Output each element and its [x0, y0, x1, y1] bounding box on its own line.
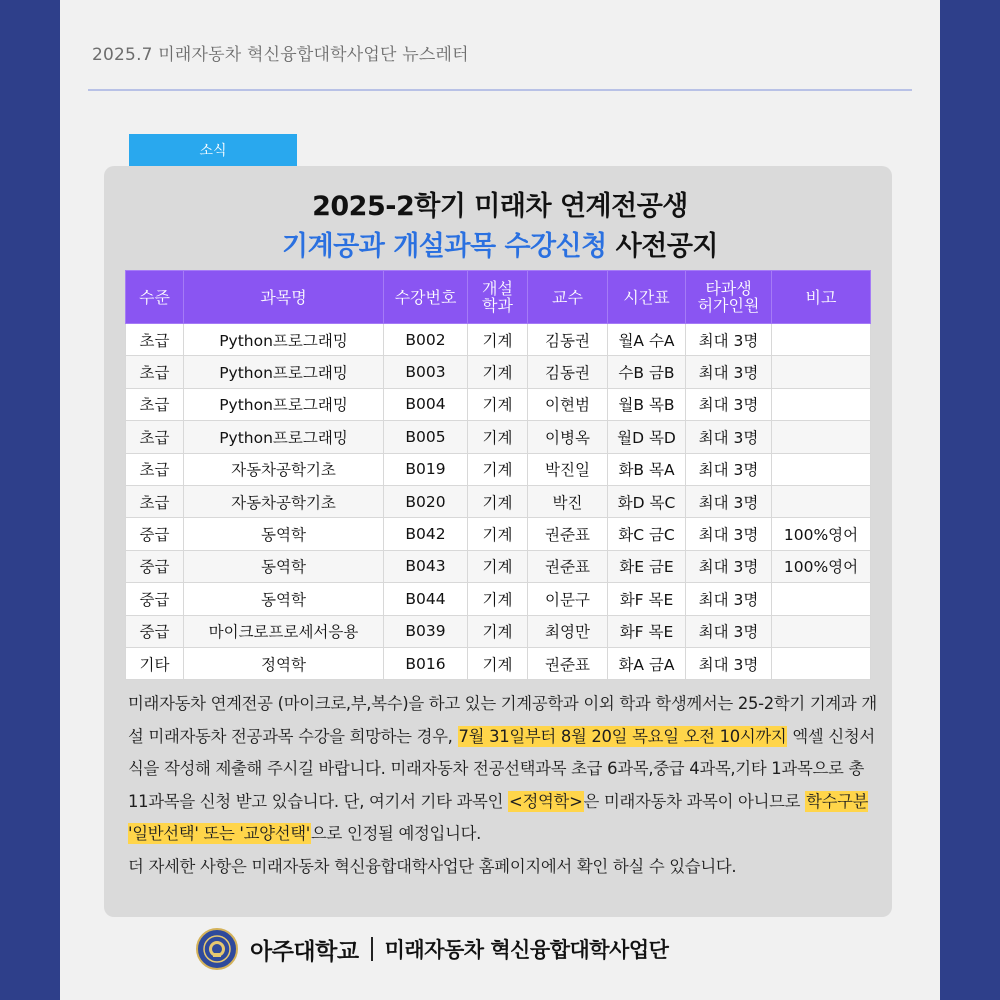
table-cell: B019: [384, 453, 468, 485]
table-header-cell: 비고: [772, 271, 871, 324]
table-cell: 동역학: [184, 550, 384, 582]
table-row: [126, 324, 871, 356]
course-table: [125, 270, 871, 680]
highlighted-date: 7월 31일부터 8월 20일 목요일 오전 10시까지: [458, 726, 787, 746]
table-cell: 자동차공학기초: [184, 485, 384, 517]
notice-paragraph-1: [128, 688, 878, 851]
header-divider: [88, 89, 912, 91]
table-cell: B020: [384, 485, 468, 517]
table-cell: 기계: [468, 550, 528, 582]
table-cell: [772, 421, 871, 453]
table-cell: 중급: [126, 518, 184, 550]
table-cell: B043: [384, 550, 468, 582]
table-body: [126, 324, 871, 680]
table-cell: B003: [384, 356, 468, 388]
table-cell: 월D 목D: [608, 421, 686, 453]
table-cell: 박진: [528, 485, 608, 517]
table-cell: [772, 324, 871, 356]
table-header-cell: 교수: [528, 271, 608, 324]
table-row: [126, 647, 871, 679]
notice-text: 으로 인정될 예정입니다.: [310, 824, 482, 844]
notice-paragraph-2: 더 자세한 사항은 미래자동차 혁신융합대학사업단 홈페이지에서 확인 하실 수 있습니다.: [128, 856, 737, 876]
notice-title-line1: 2025-2학기 미래차 연계전공생: [312, 191, 688, 222]
table-cell: 중급: [126, 615, 184, 647]
table-cell: 기계: [468, 421, 528, 453]
table-cell: Python프로그래밍: [184, 324, 384, 356]
notice-title-line2: [0, 224, 1000, 263]
table-cell: [772, 388, 871, 420]
category-tag: 소식: [129, 134, 297, 166]
table-cell: 100%영어: [772, 550, 871, 582]
newsletter-header: 2025.7 미래자동차 혁신융합대학사업단 뉴스레터: [92, 45, 469, 65]
table-cell: 동역학: [184, 583, 384, 615]
table-header-cell: 수준: [126, 271, 184, 324]
table-header-cell: 수강번호: [384, 271, 468, 324]
highlighted-category: 학수구분 '일반선택' 또는 '교양선택': [128, 791, 869, 844]
table-cell: 최대 3명: [686, 583, 772, 615]
table-cell: 초급: [126, 421, 184, 453]
table-cell: 권준표: [528, 550, 608, 582]
table-cell: 최대 3명: [686, 518, 772, 550]
table-cell: B042: [384, 518, 468, 550]
table-row: [126, 453, 871, 485]
table-cell: 기계: [468, 615, 528, 647]
table-cell: 동역학: [184, 518, 384, 550]
table-cell: 이현범: [528, 388, 608, 420]
notice-body: [128, 688, 878, 884]
table-cell: 자동차공학기초: [184, 453, 384, 485]
table-row: [126, 421, 871, 453]
organization-name: 미래자동차 혁신융합대학사업단: [384, 938, 669, 962]
table-cell: 화E 금E: [608, 550, 686, 582]
table-cell: 이병옥: [528, 421, 608, 453]
table-cell: 최대 3명: [686, 356, 772, 388]
table-cell: 수B 금B: [608, 356, 686, 388]
notice-text: 은 미래자동차 과목이 아니므로: [583, 791, 806, 811]
table-cell: 기계: [468, 356, 528, 388]
table-cell: 기계: [468, 518, 528, 550]
table-cell: [772, 583, 871, 615]
table-cell: 최대 3명: [686, 453, 772, 485]
university-name: 아주대학교: [250, 938, 359, 965]
table-cell: [772, 453, 871, 485]
table-cell: 화B 목A: [608, 453, 686, 485]
table-cell: 기타: [126, 647, 184, 679]
table-cell: 최대 3명: [686, 324, 772, 356]
table-cell: 정역학: [184, 647, 384, 679]
table-cell: 초급: [126, 485, 184, 517]
table-cell: 최영만: [528, 615, 608, 647]
table-cell: 월B 목B: [608, 388, 686, 420]
table-cell: Python프로그래밍: [184, 421, 384, 453]
notice-text: 엑셀 신청서식을 작성해 제출해 주시길 바랍니다. 미래자동차 전공선택과목 초급 6과목,중급 4과목,기타 1과목으로 총 11과목을 신청 받고 있습니다. 단, 여기서 기타 과목인: [128, 726, 875, 811]
table-row: [126, 388, 871, 420]
title-highlight: 기계공과 개설과목 수강신청: [281, 231, 607, 262]
table-header-cell: 개설 학과: [468, 271, 528, 324]
table-cell: 초급: [126, 356, 184, 388]
table-cell: [772, 485, 871, 517]
table-cell: 화A 금A: [608, 647, 686, 679]
table-cell: 초급: [126, 324, 184, 356]
table-header-cell: 과목명: [184, 271, 384, 324]
table-row: [126, 356, 871, 388]
title-rest: 사전공지: [606, 231, 719, 262]
table-cell: 마이크로프로세서응용: [184, 615, 384, 647]
table-cell: 화D 목C: [608, 485, 686, 517]
table-cell: 권준표: [528, 518, 608, 550]
table-cell: B016: [384, 647, 468, 679]
table-cell: 화F 목E: [608, 583, 686, 615]
table-cell: B002: [384, 324, 468, 356]
footer: [196, 926, 668, 972]
table-cell: 중급: [126, 583, 184, 615]
table-cell: 기계: [468, 583, 528, 615]
table-cell: 최대 3명: [686, 615, 772, 647]
table-cell: 초급: [126, 388, 184, 420]
table-row: [126, 518, 871, 550]
table-cell: 박진일: [528, 453, 608, 485]
notice-text: 미래자동차 연계전공 (마이크로,부,복수)을 하고 있는 기계공학과 이외 학과 학생께서는 25-2학기 기계과 개설 미래자동차 전공과목 수강을 희망하는 경우,: [128, 694, 877, 746]
table-row: [126, 550, 871, 582]
table-cell: 최대 3명: [686, 485, 772, 517]
table-cell: 권준표: [528, 647, 608, 679]
table-cell: [772, 356, 871, 388]
table-cell: 초급: [126, 453, 184, 485]
table-row: [126, 615, 871, 647]
table-cell: 기계: [468, 324, 528, 356]
table-cell: 월A 수A: [608, 324, 686, 356]
table-cell: B005: [384, 421, 468, 453]
table-cell: 화C 금C: [608, 518, 686, 550]
table-cell: 김동권: [528, 356, 608, 388]
table-cell: 최대 3명: [686, 647, 772, 679]
table-cell: 기계: [468, 485, 528, 517]
table-cell: 최대 3명: [686, 550, 772, 582]
table-cell: 100%영어: [772, 518, 871, 550]
table-cell: B039: [384, 615, 468, 647]
highlighted-course: <정역학>: [509, 791, 583, 811]
table-cell: 화F 목E: [608, 615, 686, 647]
table-cell: [772, 615, 871, 647]
table-cell: 최대 3명: [686, 421, 772, 453]
table-row: [126, 485, 871, 517]
table-header-row: [126, 271, 871, 324]
table-cell: Python프로그래밍: [184, 356, 384, 388]
table-row: [126, 583, 871, 615]
university-emblem-icon: [196, 928, 238, 970]
table-cell: B004: [384, 388, 468, 420]
table-cell: 최대 3명: [686, 388, 772, 420]
table-cell: 이문구: [528, 583, 608, 615]
table-cell: 김동권: [528, 324, 608, 356]
table-cell: Python프로그래밍: [184, 388, 384, 420]
table-cell: 기계: [468, 647, 528, 679]
table-cell: [772, 647, 871, 679]
table-header-cell: 시간표: [608, 271, 686, 324]
table-cell: 중급: [126, 550, 184, 582]
table-cell: B044: [384, 583, 468, 615]
table-cell: 기계: [468, 388, 528, 420]
footer-separator: [371, 937, 373, 961]
table-header-cell: 타과생 허가인원: [686, 271, 772, 324]
table-cell: 기계: [468, 453, 528, 485]
